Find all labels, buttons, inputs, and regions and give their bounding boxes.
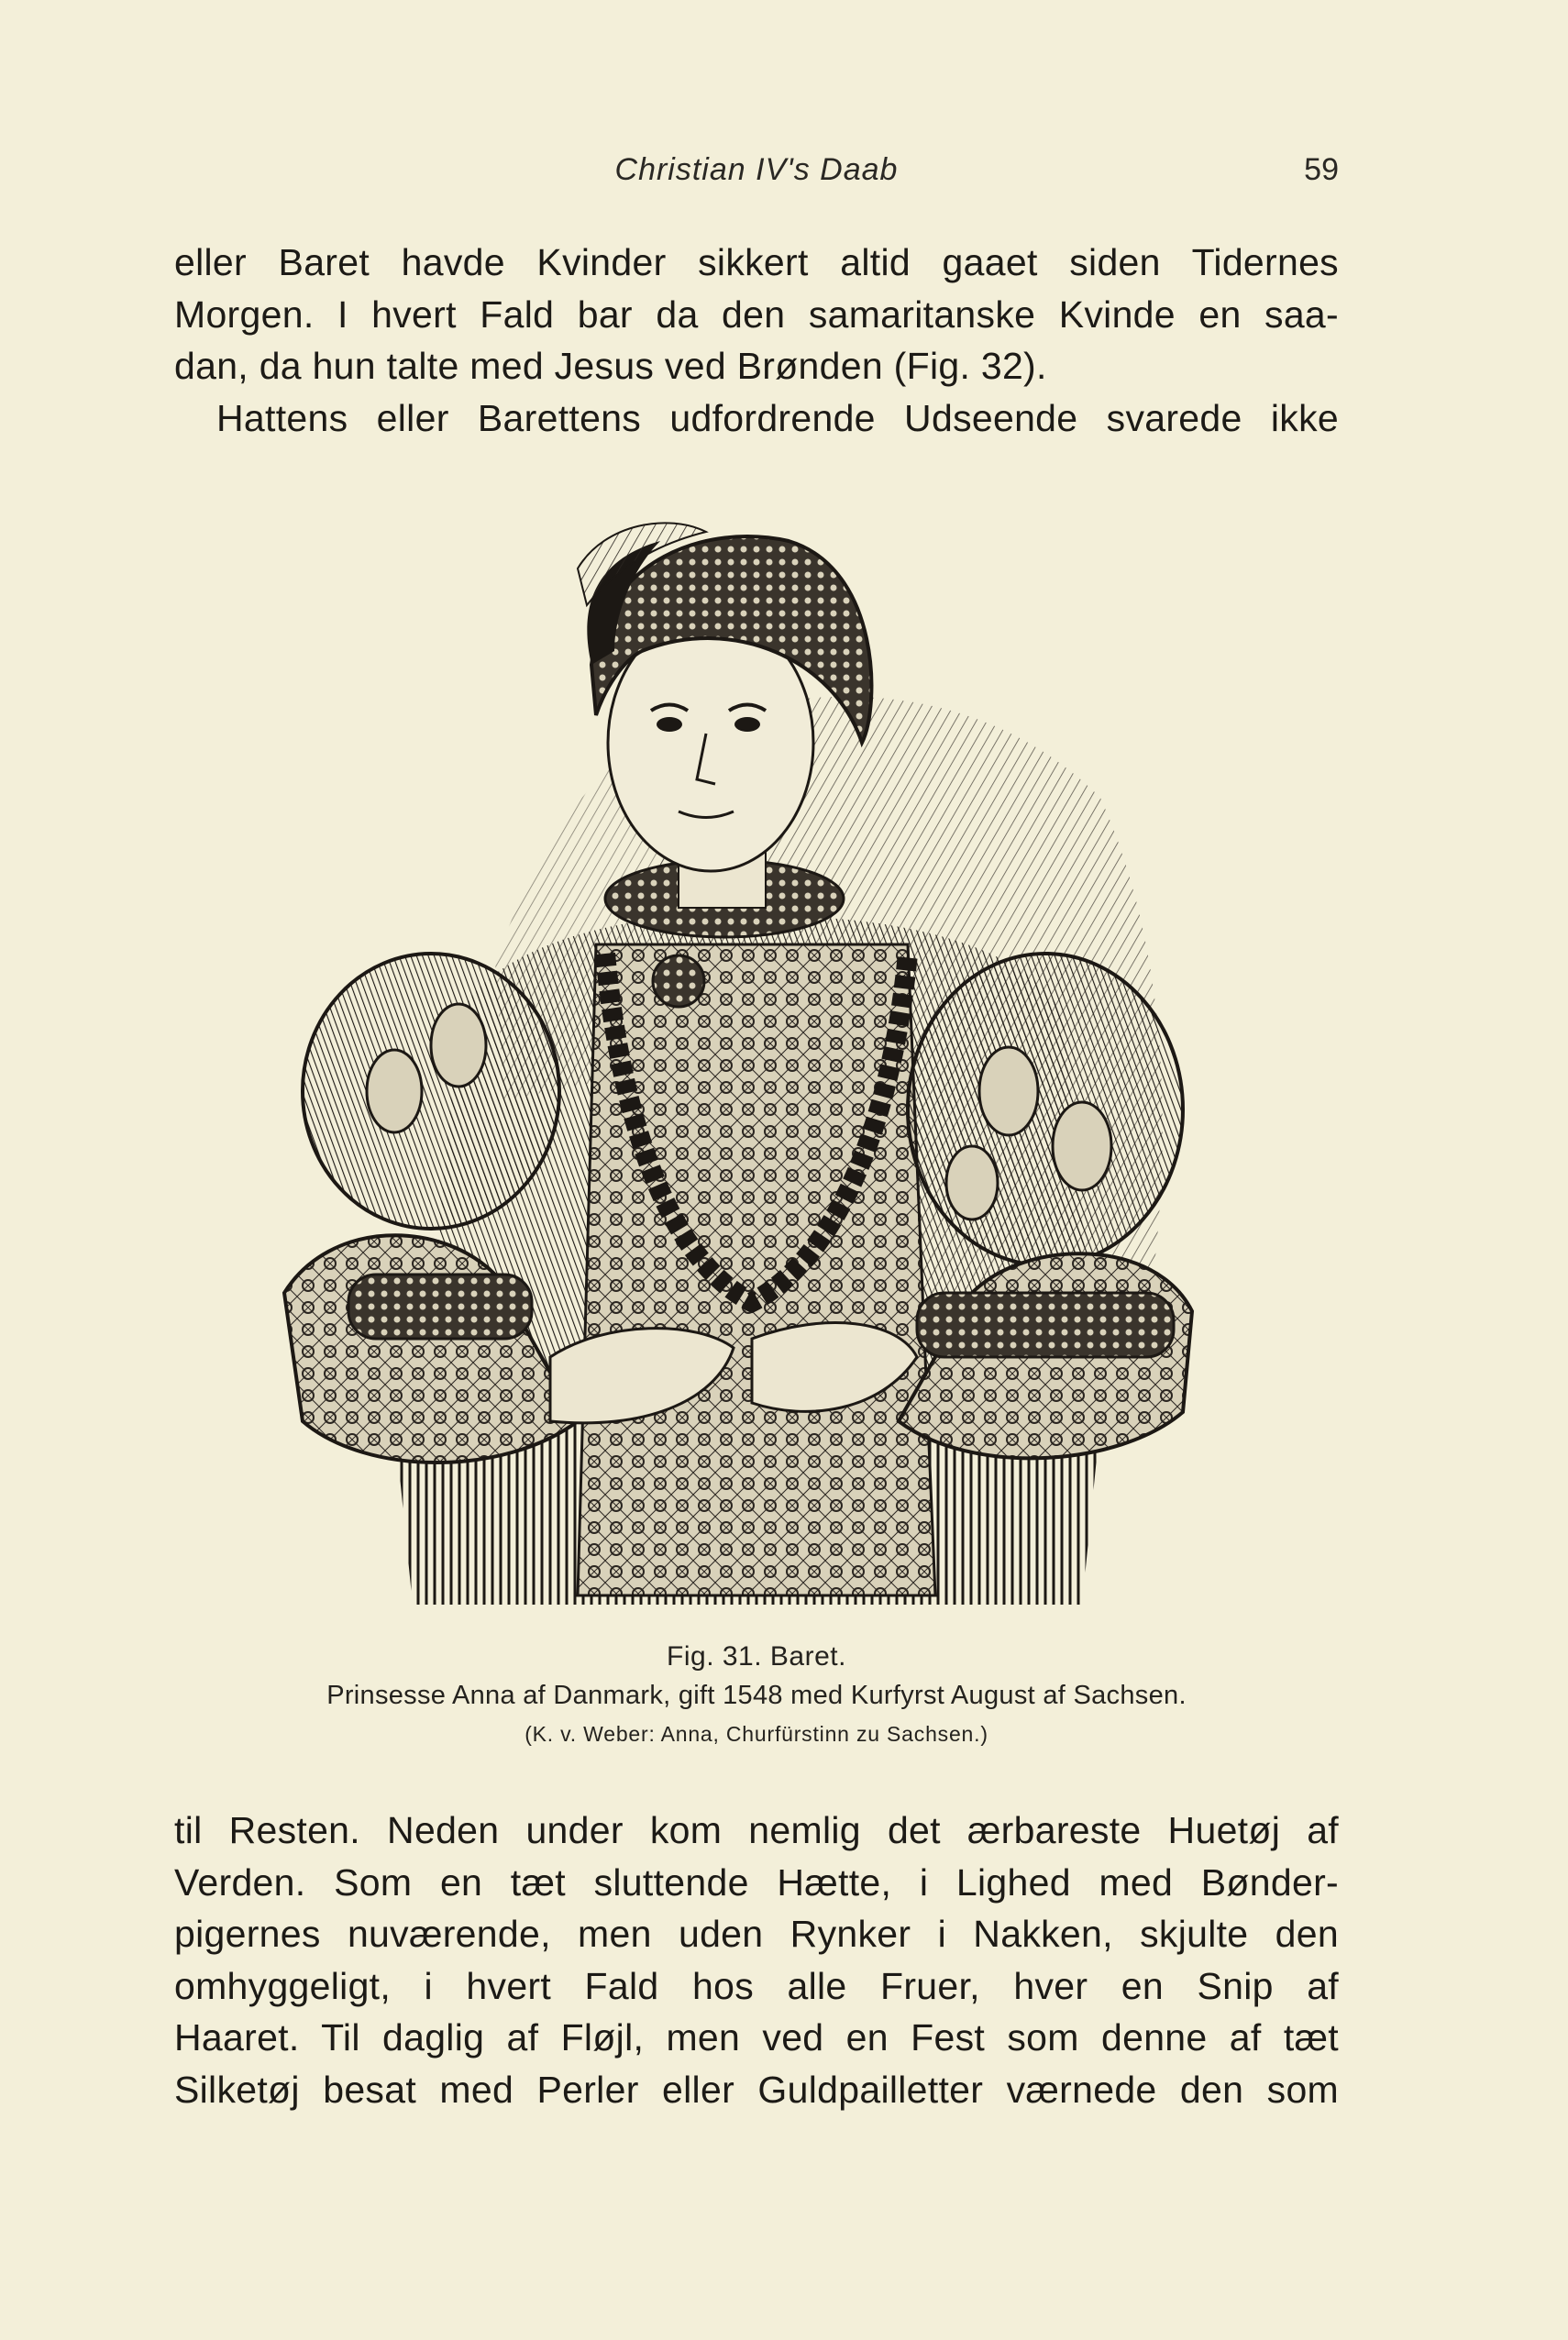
text-line: Morgen. I hvert Fald bar da den samaritanske Kvinde en saa- xyxy=(174,292,1339,336)
figure-label: Fig. 31. Baret. xyxy=(667,1641,846,1672)
page-header xyxy=(174,152,1339,198)
text-line: Silketøj besat med Perler eller Guldpailletter værnede den som xyxy=(174,2068,1339,2111)
running-title: Christian IV's Daab xyxy=(614,152,899,187)
paragraph-bottom xyxy=(174,1805,1339,2115)
text-line: til Resten. Neden under kom nemlig det ærbareste Huetøj af xyxy=(174,1809,1339,1851)
text-line: dan, da hun talte med Jesus ved Brønden (Fig. 32). xyxy=(174,345,1047,387)
portrait-engraving-icon xyxy=(275,504,1238,1614)
text-line: Verden. Som en tæt sluttende Hætte, i Lighed med Bønder- xyxy=(174,1860,1339,1904)
text-line: eller Baret havde Kvinder sikkert altid gaaet siden Tidernes xyxy=(174,241,1339,283)
text-line: omhyggeligt, i hvert Fald hos alle Fruer, hver en Snip af xyxy=(174,1964,1339,2007)
text-line: Haaret. Til daglig af Fløjl, men ved en Fest som denne af tæt xyxy=(174,2016,1339,2059)
paragraph-top xyxy=(174,237,1339,444)
page-number: 59 xyxy=(1304,152,1339,187)
figure-source: (K. v. Weber: Anna, Churfürstinn zu Sachsen.) xyxy=(525,1722,988,1746)
text-line: Hattens eller Barettens udfordrende Udseende svarede ikke xyxy=(216,396,1339,439)
text-line: pigernes nuværende, men uden Rynker i Nakken, skjulte den xyxy=(174,1913,1339,1955)
figure-description: Prinsesse Anna af Danmark, gift 1548 med Kurfyrst August af Sachsen. xyxy=(326,1681,1187,1710)
